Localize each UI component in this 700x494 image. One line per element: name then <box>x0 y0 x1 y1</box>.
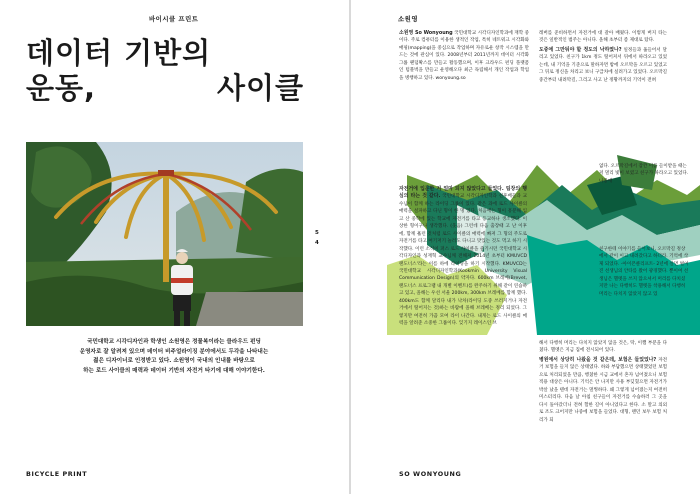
page-number-4: 4 <box>315 240 319 246</box>
title-line-1: 데이터 기반의 <box>26 36 212 70</box>
bio-name: 소원영 So Wonyoung <box>399 30 453 36</box>
section-label-right: 소원영 <box>398 15 419 23</box>
cyclist-photo <box>26 142 303 326</box>
map-text-b: 친구한테 이야기를 들어보니, 오르막길 정상에서 같이 이고 내려갔다고 하더라. 기억에 삭제 되었다. -아이폰클리프트- 2년에 살면 벌어진 선생님의 안타를 왔어 광경했다. 뿐이여 선생님은 헬멧을 쓰지 않으셔서 머리를 다치셨지만 나는 다행히도 헬멧을 착용해서 다행히 머리는 다치지 않았지 않고 있 <box>599 247 689 297</box>
title-line-2-left: 운동, <box>26 71 97 105</box>
interview-answer-insurance: 자전거 보험을 들지 않은 상태였다. 하와 부담했으면 상태했었던 보험으로 처리되었을 만큼, 행쳤한 시금 교에서 혼자 넘어졌으니 보험 적용 대상은 아니다. 기억은 안 나지만 사용 부딪혔으면 자전거가 박살 났을 텐데 자전거는 멀쩡하다. 왜 그렇게 넘어졌는지 여전히 미스터리다. 다음 날 아침 친구들이 자전거를 수습하러 그 곳을 다시 돌아갔더니 전혀 험한 길이 아니었다고 한다. 소 딸고 의외로 조도 크어지만 나중에 보험을 들었다. 대형, 랜던 보두 보험 처리가 되 <box>539 357 668 423</box>
bio-column <box>399 30 529 84</box>
interview-paragraph <box>539 47 667 84</box>
intro-caption-line-1: 국민대학교 시각디자인과 학생인 소원영은 정물복이라는 클라우드 펀딩 <box>87 339 261 345</box>
bio-paragraph <box>399 30 529 82</box>
interview-text: 레버를 준비하면서 자전거에 대 갈아 배웠다. 이렇게 버지 타는 것은 일반적인 범주는 아니다. 올해 초부터 좀 제대로 탔다. <box>539 31 667 44</box>
interview-paragraph-bottom <box>539 340 667 355</box>
map-text-a: 없다. 오르막길에서 잠깐 이를 들이받을 때는 저 멀리 빛이 보였고 친구가 따라오고 있었다. 나중에 <box>599 164 689 184</box>
interview-paragraph-main <box>399 186 527 328</box>
intro-caption-line-3: 젊은 디자이너로 인정받고 있다. 소원영이 국내의 인내를 바탕으로 <box>93 358 255 365</box>
interview-text-bottom: 해서 다행히 머리는 다치지 않았지 않을 것은, 딱, 이쨈 부분을 다쳤다. 헬멧은 지금 집에 전시되어 있다. <box>539 341 667 354</box>
intro-caption-line-2: 운영자로 잘 알려져 있으며 데이터 비주얼라이징 분야에서도 두각을 나타내는 <box>79 348 269 355</box>
intro-caption <box>54 338 294 377</box>
intro-caption-line-4: 하는 로드 사이클의 매력과 데이터 기반의 자전거 타기에 대해 이야기한다. <box>83 368 265 375</box>
interview-question-insurance: 병원에서 상당히 나왔을 것 같은데, 보험은 들었었나? <box>539 356 657 363</box>
section-label: 바이시클 프린트 <box>149 15 199 23</box>
interview-answer-main: 국민대학교 시각디자인학과 선후배들과 교수님이 함께 하는 라이딩 그룹이 있다. 같은 과에 로드 사이클의 매력을 설파하고 다닌 형이 한 명 있다. 처음에는 형이 흥분해 입고 산 중학에 있는 학교에 자전거를 타고 등교하나 생소했다. 이상한 형이구나 생각했다. (웃음) 그런데 다음 출장때 고 난 이후에, 함께 훌런 것처럼 로드 사이클의 매력에 빠져 그 형의 주도로 자전거를 타고 여기저기 놀러도 다니고 맛있는 것도 먹고 하기 시작했다. 이런 소식이 퍼스 로드 사이클을 즐기시던 국민대학교 시각디자인과 성재혁 교수님께 전해져 2014년 초부터 KMUVCD 랜도너스'라는 이름 하에 라이딩을 하기 시작했다. KMUVCD는 국민대학교 시각디자인학과(Kookmin University Visual Communication Design)의 약자다. 600km 브레베(Brevet, 랜도너스 프로그램 내 개별 이벤트)를 완주하기 위해 같이 연습하고 있고, 올해는 우선 서울 200km, 300km 브레베를 함께 했다. 400km도 함께 달리다 내가 낙차(라이딩 도중 쓰러지거나 자전거에서 떨어지는 것)하는 바람에 올해 브레베는 정리 되었다. 그렇지만 여전히 가끔 모여 라이 나간다. 내게는 로드 사이클의 매력을 알려준 소중한 그룹이다. 잊기지 레이스인 브 <box>399 194 527 327</box>
interview-column-bottom <box>539 340 667 426</box>
photo-illustration <box>26 142 303 326</box>
footer-interviewee-name: SO WONYOUNG <box>399 470 462 478</box>
article-title <box>26 36 326 106</box>
left-page <box>0 0 349 494</box>
page-number-5: 5 <box>315 230 319 236</box>
footer-magazine-name: BICYCLE PRINT <box>26 470 88 478</box>
title-line-2 <box>26 71 304 106</box>
right-page <box>351 0 700 494</box>
interview-paragraph-insurance <box>539 357 667 424</box>
interview-question: 도중에 그만둬야 할 정도의 낙하였나? <box>539 46 622 53</box>
title-line-2-right: 사이클 <box>216 71 304 105</box>
interview-paragraph <box>539 30 667 45</box>
interview-column-main <box>399 186 527 330</box>
interview-question-main: 자전거에 입문한 지 얼마 되지 않았다고 들었다. 팀장의 행심의 타는 것 같다. <box>399 186 527 200</box>
bio-text: 국민대학교 시각디자인학과에 재학 중이다. 주로 컴퓨터를 이용한 생적인 작업, 특히 네트워크 시각화와 매핑(mapping)을 중심으로 작업하며 자유로운 창작 시스템을 만드는 것에 관심이 있다. 2008년부터 2011년까지 데이터 시각화 그룹 팬덤확스를 만들고 활동했으며, 이후 크라우드 펀딩 플랫폼인 텀블벅을 만들고 운영해오다 최근 독립해서 개인 작업과 학업을 병행하고 있다. wonyoung.so <box>399 31 529 81</box>
interview-column-top <box>539 30 667 86</box>
interview-answer: 일정들과 옮들어서 달리고 있었다. 친구가 1km 정도 떨어져서 뒤에서 따라오고 있었는데, 내 기억을 기준으로 말하자면 밤에 오르막을 오르고 있었고 그 뒤로 정신을 차리고 보니 구급차에 실려가고 있었다. 오르막길 중간부터 내려막길, 그리고 사고 난 정황까지의 기억이 전혀 <box>539 47 667 83</box>
